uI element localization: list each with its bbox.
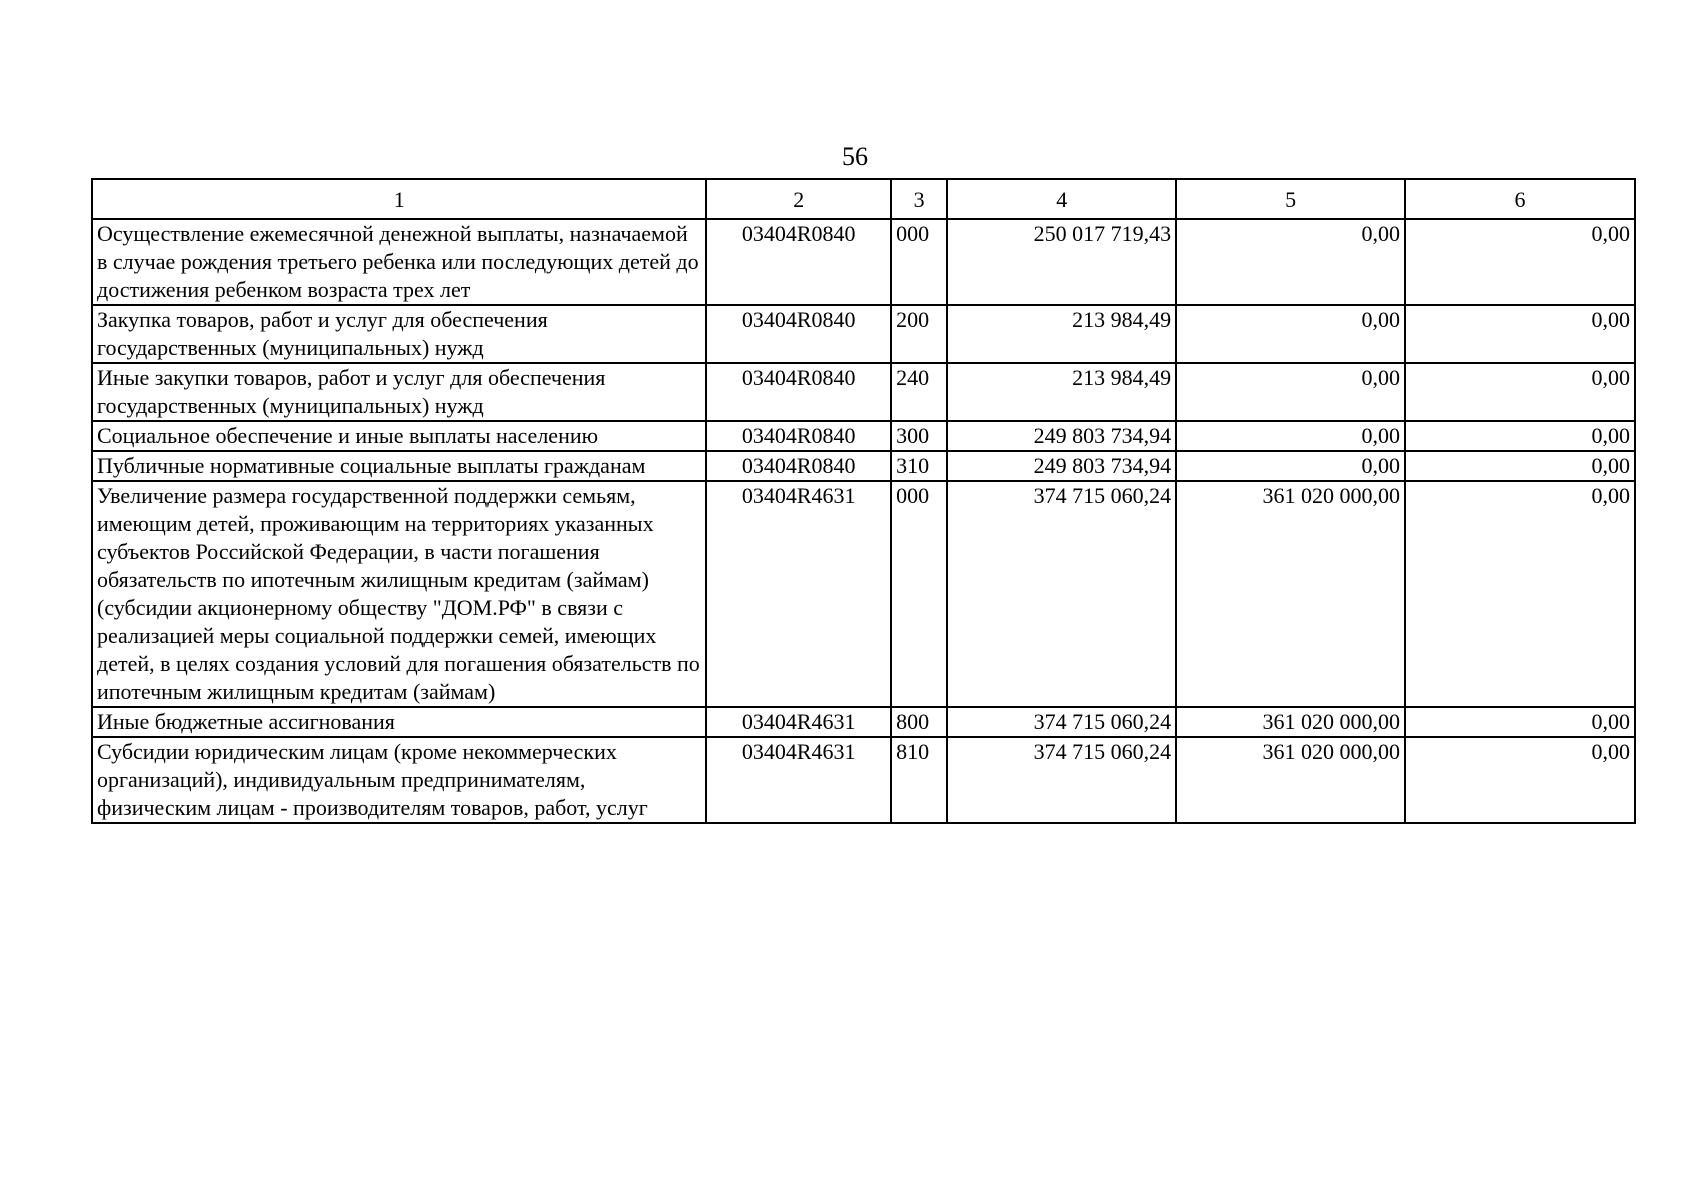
row-name: Увеличение размера государственной поддержки семьям, имеющим детей, проживающим на территориях указанных субъектов Российской Федерации, в части погашения обязательств по ипотечным жилищным кредитам (займам) (субсидии акционерному обществу "ДОМ.РФ" в связи с реализацией меры социальной поддержки семей, имеющих детей, в целях создания условий для погашения обязательств по ипотечным жилищным кредитам (займам) xyxy=(92,481,706,707)
table-row xyxy=(92,707,1635,737)
row-amount-col4: 213 984,49 xyxy=(947,305,1176,363)
row-target-code: 03404R0840 xyxy=(706,421,891,451)
table-row xyxy=(92,219,1635,305)
row-expense-type: 000 xyxy=(891,481,947,707)
row-expense-type: 300 xyxy=(891,421,947,451)
row-expense-type: 800 xyxy=(891,707,947,737)
row-amount-col6: 0,00 xyxy=(1405,707,1635,737)
row-amount-col5: 361 020 000,00 xyxy=(1176,481,1405,707)
row-name: Публичные нормативные социальные выплаты гражданам xyxy=(92,451,706,481)
table-row xyxy=(92,305,1635,363)
table-row xyxy=(92,421,1635,451)
row-expense-type: 310 xyxy=(891,451,947,481)
row-amount-col6: 0,00 xyxy=(1405,363,1635,421)
row-amount-col4: 374 715 060,24 xyxy=(947,707,1176,737)
row-expense-type: 000 xyxy=(891,219,947,305)
table-row xyxy=(92,737,1635,823)
row-target-code: 03404R0840 xyxy=(706,451,891,481)
row-expense-type: 240 xyxy=(891,363,947,421)
row-amount-col4: 374 715 060,24 xyxy=(947,737,1176,823)
row-name: Закупка товаров, работ и услуг для обеспечения государственных (муниципальных) нужд xyxy=(92,305,706,363)
row-target-code: 03404R4631 xyxy=(706,707,891,737)
row-target-code: 03404R0840 xyxy=(706,305,891,363)
table-row xyxy=(92,481,1635,707)
page-number: 56 xyxy=(842,142,868,171)
row-amount-col4: 374 715 060,24 xyxy=(947,481,1176,707)
column-header-3: 3 xyxy=(891,179,947,219)
row-name: Социальное обеспечение и иные выплаты населению xyxy=(92,421,706,451)
row-amount-col4: 249 803 734,94 xyxy=(947,421,1176,451)
row-amount-col5: 0,00 xyxy=(1176,451,1405,481)
row-expense-type: 810 xyxy=(891,737,947,823)
row-expense-type: 200 xyxy=(891,305,947,363)
row-amount-col5: 0,00 xyxy=(1176,363,1405,421)
row-amount-col6: 0,00 xyxy=(1405,481,1635,707)
table-header-row xyxy=(92,179,1635,219)
row-name: Иные закупки товаров, работ и услуг для обеспечения государственных (муниципальных) нужд xyxy=(92,363,706,421)
row-amount-col5: 361 020 000,00 xyxy=(1176,737,1405,823)
row-amount-col4: 213 984,49 xyxy=(947,363,1176,421)
row-amount-col6: 0,00 xyxy=(1405,219,1635,305)
column-header-5: 5 xyxy=(1176,179,1405,219)
row-amount-col5: 0,00 xyxy=(1176,421,1405,451)
row-amount-col5: 361 020 000,00 xyxy=(1176,707,1405,737)
row-name: Субсидии юридическим лицам (кроме некоммерческих организаций), индивидуальным предпринимателям, физическим лицам - производителям товаров, работ, услуг xyxy=(92,737,706,823)
row-target-code: 03404R4631 xyxy=(706,481,891,707)
row-target-code: 03404R0840 xyxy=(706,363,891,421)
row-amount-col6: 0,00 xyxy=(1405,451,1635,481)
row-target-code: 03404R4631 xyxy=(706,737,891,823)
row-amount-col5: 0,00 xyxy=(1176,305,1405,363)
column-header-4: 4 xyxy=(947,179,1176,219)
row-target-code: 03404R0840 xyxy=(706,219,891,305)
column-header-6: 6 xyxy=(1405,179,1635,219)
row-amount-col6: 0,00 xyxy=(1405,737,1635,823)
row-amount-col6: 0,00 xyxy=(1405,421,1635,451)
budget-table xyxy=(91,178,1636,824)
row-name: Осуществление ежемесячной денежной выплаты, назначаемой в случае рождения третьего ребенка или последующих детей до достижения ребенком возраста трех лет xyxy=(92,219,706,305)
row-amount-col4: 249 803 734,94 xyxy=(947,451,1176,481)
table-row xyxy=(92,451,1635,481)
row-name: Иные бюджетные ассигнования xyxy=(92,707,706,737)
column-header-1: 1 xyxy=(92,179,706,219)
row-amount-col5: 0,00 xyxy=(1176,219,1405,305)
row-amount-col4: 250 017 719,43 xyxy=(947,219,1176,305)
column-header-2: 2 xyxy=(706,179,891,219)
row-amount-col6: 0,00 xyxy=(1405,305,1635,363)
table-row xyxy=(92,363,1635,421)
